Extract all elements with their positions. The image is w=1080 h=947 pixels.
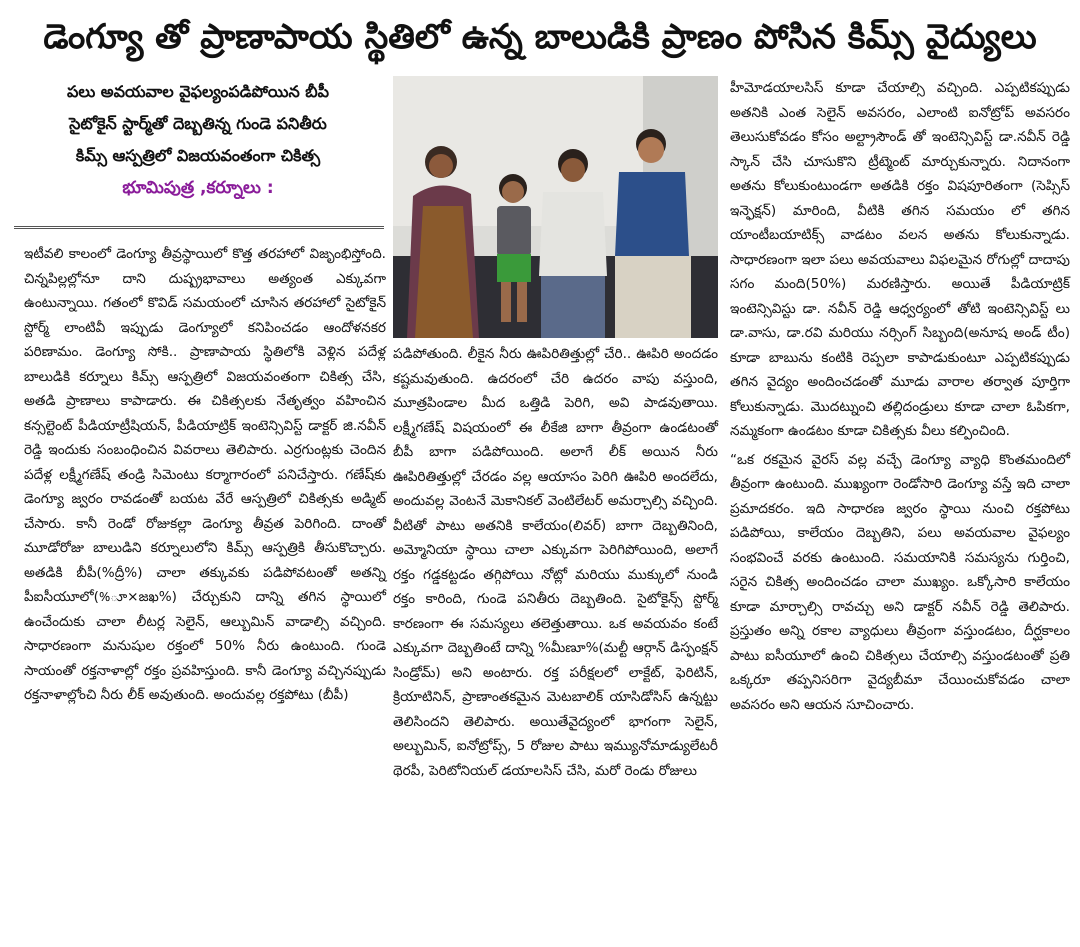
news-photo [393, 76, 718, 338]
subhead-3: కిమ్స్ ఆస్పత్రిలో విజయవంతంగా చికిత్స [75, 146, 321, 165]
family-doctor-photo-illustration [393, 76, 718, 338]
column-1-text: ఇటీవలి కాలంలో డెంగ్యూ తీవ్రస్థాయిలో కొత్త తరహాలో విజృంభిస్తోంది. చిన్నపిల్లల్లోనూ దాని దుష్ప్రభావాలు అత్యంత ఎక్కువగా ఉంటున్నాయి. గతంలో కొవిడ్ సమయంలో చూసిన తరహాలో సైటోకైన్ స్టోర్మ్ లాంటివీ ఇప్పుడు డెంగ్యూలో కనిపించడం ఆందోళనకర పరిణామం. డెంగ్యూ సోకి.. ప్రాణాపాయ స్థితిలోకి వెళ్లిన పదేళ్ల బాలుడికి కర్నూలు కిమ్స్ ఆస్పత్రిలో విజయవంతంగా చికిత్స చేసి, అతడి ప్రాణాలు కాపాడారు. ఈ చికిత్సలకు నేతృత్వం వహించిన కన్సల్టెంట్ పీడియాట్రీషియన్, పీడియాట్రిక్ ఇంటెన్సివిస్ట్ డాక్టర్ జి.నవీన్ రెడ్డి ఇందుకు సంబంధించిన వివరాలు తెలిపారు. ఎర్రగుంట్లకు చెందిన పదేళ్ల లక్ష్మీగణేష్ తండ్రి సిమెంటు కర్మాగారంలో పనిచేస్తారు. గణేష్‌కు డెంగ్యూ జ్వరం రావడంతో బయట వేరే ఆస్పత్రిలో చికిత్సకు అడ్మిట్ చేసారు. కానీ రెండో రోజుకల్లా డెంగ్యూ తీవ్రత పెరిగింది. దాంతో మూడోరోజు బాలుడిని కర్నూలులోని కిమ్స్ ఆస్పత్రికి తీసుకొచ్చారు. అతడికి బీపీ(%ద్రీ%) చాలా తక్కువకు పడిపోవటంతో అతన్ని పీఐసీయూలో(%ూ×జఖ%) చేర్చుకుని దాన్ని తగిన స్థాయిలో ఉంచేందుకు చాలా లీటర్ల సెలైన్, ఆల్బుమిన్ వాడాల్సి వచ్చింది. సాధారణంగా మనుషుల రక్తంలో 50% నీరు ఉంటుంది. గుండె సాయంతో రక్తనాళాల్లో రక్తం ప్రవహిస్తుంది. కానీ డెంగ్యూ వచ్చినప్పుడు రక్తనాళాల్లోంచి నీరు లీక్ అవుతుంది. అందువల్ల రక్తపోటు (బీపీ) [24, 246, 386, 703]
column-3-paragraph-2: “ఒక రకమైన వైరస్ వల్ల వచ్చే డెంగ్యూ వ్యాధి కొంతమందిలో తీవ్రంగా ఉంటుంది. ముఖ్యంగా రెండోసారి డెంగ్యూ వస్తే ఇది చాలా ప్రమాదకరం. ఇది సాధారణ జ్వరం స్థాయి నుంచి రక్తపోటు పడిపోయి, కాలేయం దెబ్బతిని, పలు అవయవాల వైఫల్యం సంభవించే వరకు ఉంటుంది. సమయానికి సమస్యను గుర్తించి, సరైన చికిత్స అందించడం చాలా ముఖ్యం. ఒక్కోసారి కాలేయం కూడా మార్చాల్సి రావచ్చు అని డాక్టర్ నవీన్ రెడ్డి తెలిపారు. ప్రస్తుతం అన్ని రకాల వ్యాధులు తీవ్రంగా వస్తుండటం, దీర్ఘకాలం పాటు ఐసీయూలో ఉంచి చికిత్సలు చేయాల్సి వస్తుండటంతో ప్రతి ఒక్కరూ తప్పనిసరిగా వైద్యబీమా చేయించుకోవడం చాలా అవసరం అని ఆయన సూచించారు. [730, 451, 1070, 713]
byline: భూమిపుత్ర ,కర్నూలు : [122, 178, 274, 198]
article-column-1 [24, 242, 386, 708]
section-divider [14, 226, 384, 229]
headline: డెంగ్యూ తో ప్రాణాపాయ స్థితిలో ఉన్న బాలుడికి ప్రాణం పోసిన కిమ్స్ వైద్యులు [43, 17, 1037, 57]
subheads-block [14, 76, 382, 226]
column-2-text: పడిపోతుంది. లీకైన నీరు ఊపిరితిత్తుల్లో చేరి.. ఊపిరి అందడం కష్టమవుతుంది. ఉదరంలో చేరి ఉదరం వాపు వస్తుంది, మూత్రపిండాల మీద ఒత్తిడి పెరిగి, అవి పాడవుతాయి. లక్ష్మీగణేష్ విషయంలో ఈ లీకేజి బాగా తీవ్రంగా ఉండటంతో బీపీ బాగా పడిపోయింది. అలాగే లీక్ అయిన నీరు ఊపిరితిత్తుల్లో చేరడం వల్ల ఆయాసం పెరిగి ఊపిరి అందలేదు, అందువల్ల వెంటనే మెకానికల్ వెంటిలేటర్ అమర్చాల్సి వచ్చింది. వీటితో పాటు అతనికి కాలేయం(లివర్) బాగా దెబ్బతినింది, అమ్మోనియా స్థాయి చాలా ఎక్కువగా పెరిగిపోయింది, అలాగే రక్తం గడ్డకట్టడం తగ్గిపోయి నోట్లో మరియు ముక్కులో నుండి రక్తం కారింది, గుండె పనితీరు దెబ్బతింది. సైటోకైన్స్ స్టోర్మ్ కారణంగా ఈ సమస్యలు తలెత్తుతాయి. ఒక అవయవం కంటే ఎక్కువగా దెబ్బతింటే దాన్ని %మీణూ%(మల్టీ ఆర్గాన్ డిస్ఫంక్షన్ సిండ్రోమ్) అని అంటారు. రక్త పరీక్షలలో లాక్టేట్, ఫెరిటిన్, క్రియాటినిన్, ప్రాణాంతకమైన మెటబాలిక్ యాసిడోసిస్ ఉన్నట్టు తెలిసిందని తెలిపారు. అయితేవైద్యంలో భాగంగా సెలైన్, అల్బుమిన్, ఐనోట్రోప్స్, 5 రోజుల పాటు ఇమ్యునోమాడ్యులేటరీ థెరపీ, పెరిటోనియల్ డయాలసిస్ చేసి, మరో రెండు రోజులు [393, 346, 718, 779]
subhead-1: పలు అవయవాల వైఫల్యంపడిపోయిన బీపీ [66, 82, 330, 101]
article-column-3 [730, 76, 1070, 717]
column-3-paragraph-1: హీమోడయాలసిస్ కూడా చేయాల్సి వచ్చింది. ఎప్పటికప్పుడు అతనికి ఎంత సెలైన్ అవసరం, ఎలాంటి ఐనోట్రోప్ అవసరం తెలుసుకోవడం కోసం అల్ట్రాసౌండ్ తో ఇంటెన్సివిస్ట్ డా.నవీన్ రెడ్డి స్కాన్ చేసి చూసుకొని ట్రీట్మెంట్ మార్చుకున్నారు. నిదానంగా అతను కోలుకుంటుండగా అతడికి రక్తం విషపూరితంగా (సెప్సిస్ ఇన్ఫెక్షన్) మారింది, వీటికి తగిన సమయం లో తగిన యాంటీబయాటిక్స్ వాడటం వలన అతను కోలుకున్నాడు. సాధారణంగా ఇలా పలు అవయవాలు విఫలమైన రోగుల్లో దాదాపు సగం మంది(50%) మరణిస్తారు. అయితే పీడియాట్రిక్ ఇంటెన్సివిస్టు డా. నవీన్ రెడ్డి ఆధ్వర్యంలో తోటి ఇంటెన్సివిస్ట్ లు డా.వాసు, డా.రవి మరియు నర్సింగ్ సిబ్బంది(అనూష అండ్ టీం) కూడా బాబును కంటికి రెప్పలా కాపాడుకుంటూ ఎప్పటికప్పుడు తగిన వైద్యం అందించడంతో మూడు వారాల తర్వాత పూర్తిగా కోలుకున్నాడు. మొదట్నుంచి తల్లిదండ్రులు కూడా చాలా ఓపికగా, నమ్మకంగా ఉండటం కూడా చికిత్సకు వీలు కల్పించింది. [730, 80, 1070, 439]
subhead-2: సైటోకైన్ స్టార్మ్‌తో దెబ్బతిన్న గుండె పనితీరు [69, 114, 327, 133]
article-column-2 [393, 342, 718, 783]
